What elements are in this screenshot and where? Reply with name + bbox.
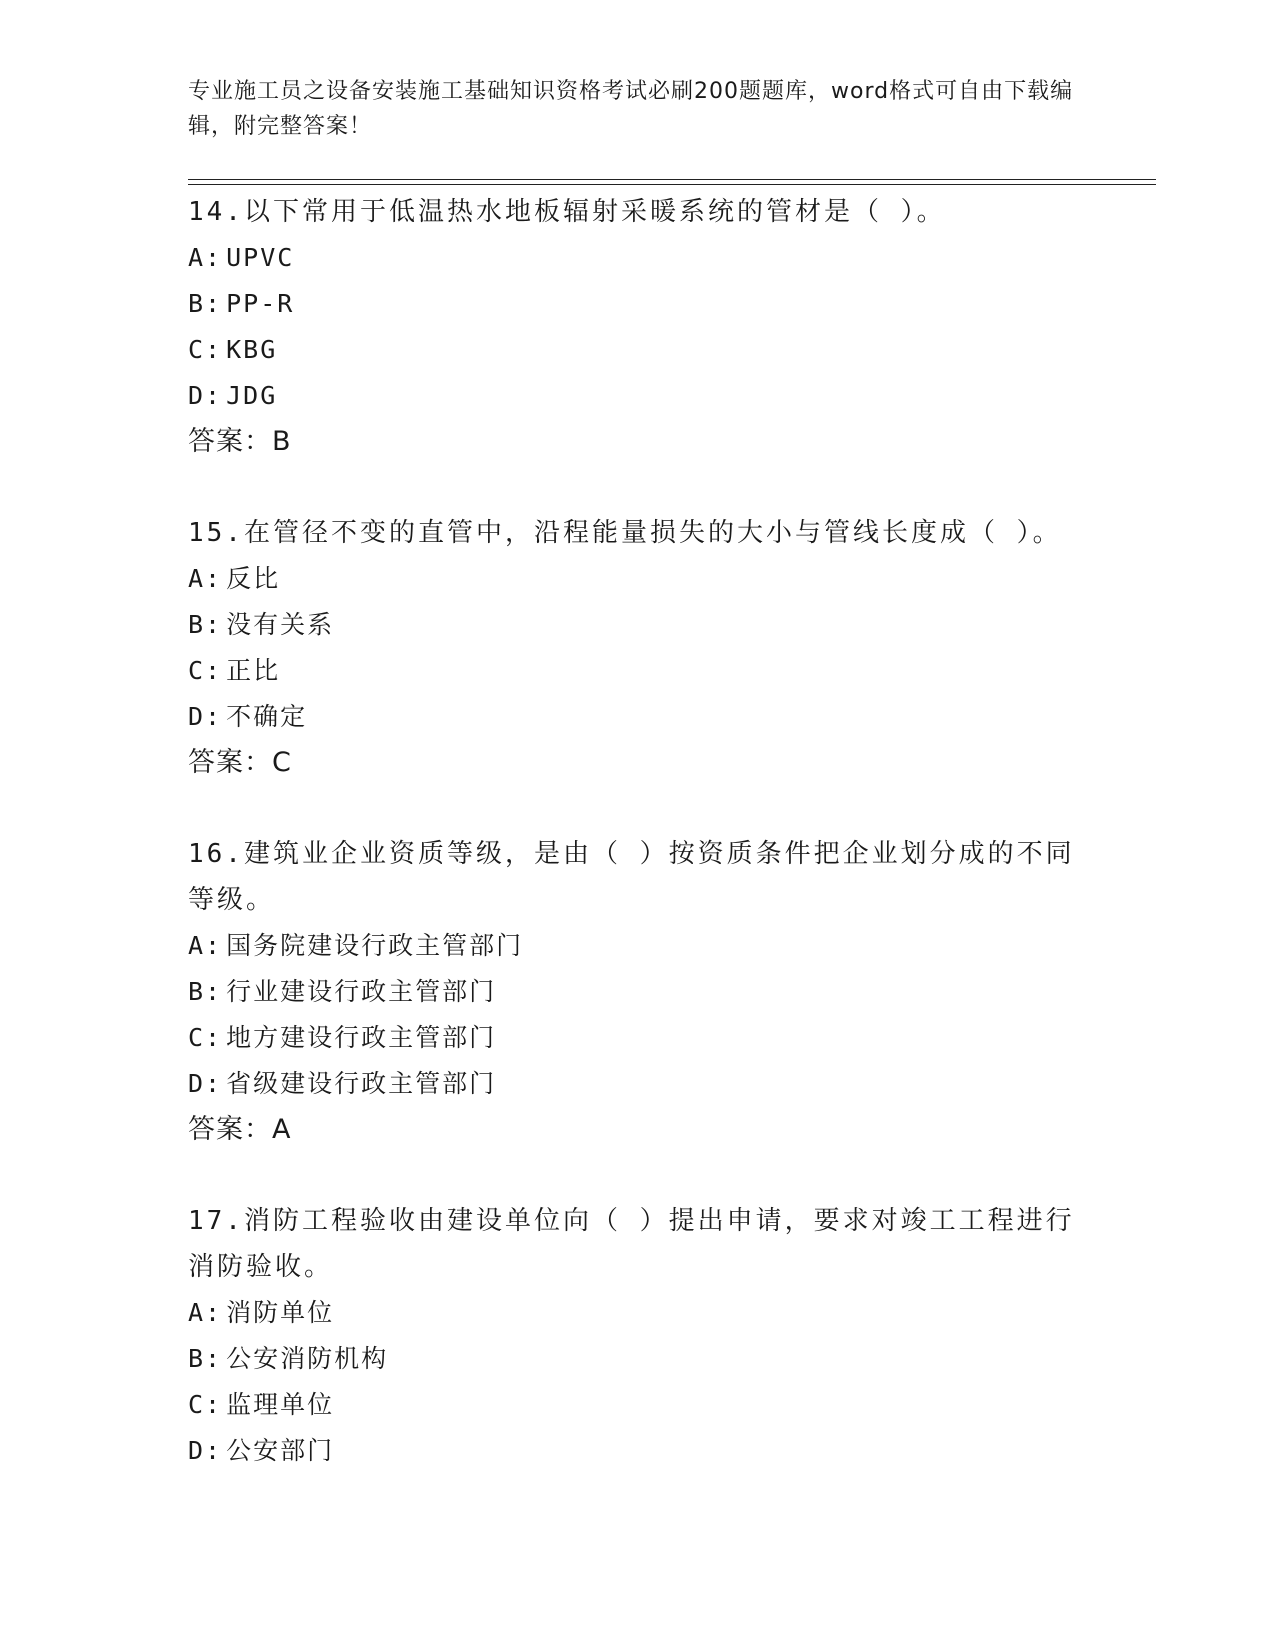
option-text: 监理单位 bbox=[226, 1390, 335, 1419]
option-d bbox=[188, 1428, 1088, 1474]
option-label: C: bbox=[188, 1023, 223, 1052]
option-label: B: bbox=[188, 610, 223, 639]
question-stem: 15.在管径不变的直管中，沿程能量损失的大小与管线长度成（ ）。 bbox=[188, 518, 1062, 548]
answer-line: 答案：A bbox=[188, 1114, 292, 1145]
option-text: JDG bbox=[226, 381, 278, 410]
option-a bbox=[188, 923, 1088, 969]
option-label: C: bbox=[188, 656, 223, 685]
option-text: 反比 bbox=[226, 564, 281, 593]
option-label: D: bbox=[188, 1436, 223, 1465]
option-label: C: bbox=[188, 1390, 223, 1419]
option-text: 没有关系 bbox=[226, 610, 335, 639]
option-label: D: bbox=[188, 1069, 223, 1098]
option-text: PP-R bbox=[226, 289, 295, 318]
option-d bbox=[188, 1061, 1088, 1107]
question-15 bbox=[188, 510, 1088, 786]
header-divider-top bbox=[188, 179, 1156, 180]
option-b bbox=[188, 602, 1088, 648]
answer-line: 答案：C bbox=[188, 747, 292, 778]
option-c bbox=[188, 1382, 1088, 1428]
option-text: 消防单位 bbox=[226, 1298, 335, 1327]
question-stem: 16.建筑业企业资质等级，是由（ ）按资质条件把企业划分成的不同等级。 bbox=[188, 839, 1075, 915]
question-stem: 17.消防工程验收由建设单位向（ ）提出申请，要求对竣工工程进行消防验收。 bbox=[188, 1206, 1075, 1282]
option-label: A: bbox=[188, 1298, 223, 1327]
option-label: A: bbox=[188, 564, 223, 593]
option-c bbox=[188, 648, 1088, 694]
option-label: B: bbox=[188, 977, 223, 1006]
answer-line: 答案：B bbox=[188, 426, 292, 457]
option-label: D: bbox=[188, 381, 223, 410]
document-header: 专业施工员之设备安装施工基础知识资格考试必刷200题题库，word格式可自由下载编辑，附完整答案！ bbox=[188, 79, 1074, 139]
option-text: 省级建设行政主管部门 bbox=[226, 1069, 497, 1098]
option-text: 行业建设行政主管部门 bbox=[226, 977, 497, 1006]
option-b bbox=[188, 281, 1088, 327]
option-text: UPVC bbox=[226, 243, 295, 272]
option-c bbox=[188, 1015, 1088, 1061]
option-a bbox=[188, 556, 1088, 602]
option-label: C: bbox=[188, 335, 223, 364]
option-text: 正比 bbox=[226, 656, 281, 685]
option-label: D: bbox=[188, 702, 223, 731]
option-d bbox=[188, 373, 1088, 419]
option-text: 公安消防机构 bbox=[226, 1344, 389, 1373]
option-text: 国务院建设行政主管部门 bbox=[226, 931, 524, 960]
question-list bbox=[188, 189, 1088, 1519]
option-b bbox=[188, 969, 1088, 1015]
option-b bbox=[188, 1336, 1088, 1382]
question-stem: 14.以下常用于低温热水地板辐射采暖系统的管材是（ ）。 bbox=[188, 197, 946, 227]
question-17 bbox=[188, 1198, 1088, 1474]
option-label: A: bbox=[188, 243, 223, 272]
option-text: KBG bbox=[226, 335, 278, 364]
option-text: 不确定 bbox=[226, 702, 308, 731]
option-a bbox=[188, 235, 1088, 281]
option-c bbox=[188, 327, 1088, 373]
option-label: B: bbox=[188, 1344, 223, 1373]
option-label: B: bbox=[188, 289, 223, 318]
header-divider-bottom bbox=[188, 184, 1156, 185]
option-label: A: bbox=[188, 931, 223, 960]
question-16 bbox=[188, 831, 1088, 1153]
option-text: 公安部门 bbox=[226, 1436, 335, 1465]
question-14 bbox=[188, 189, 1088, 465]
option-a bbox=[188, 1290, 1088, 1336]
option-d bbox=[188, 694, 1088, 740]
option-text: 地方建设行政主管部门 bbox=[226, 1023, 497, 1052]
